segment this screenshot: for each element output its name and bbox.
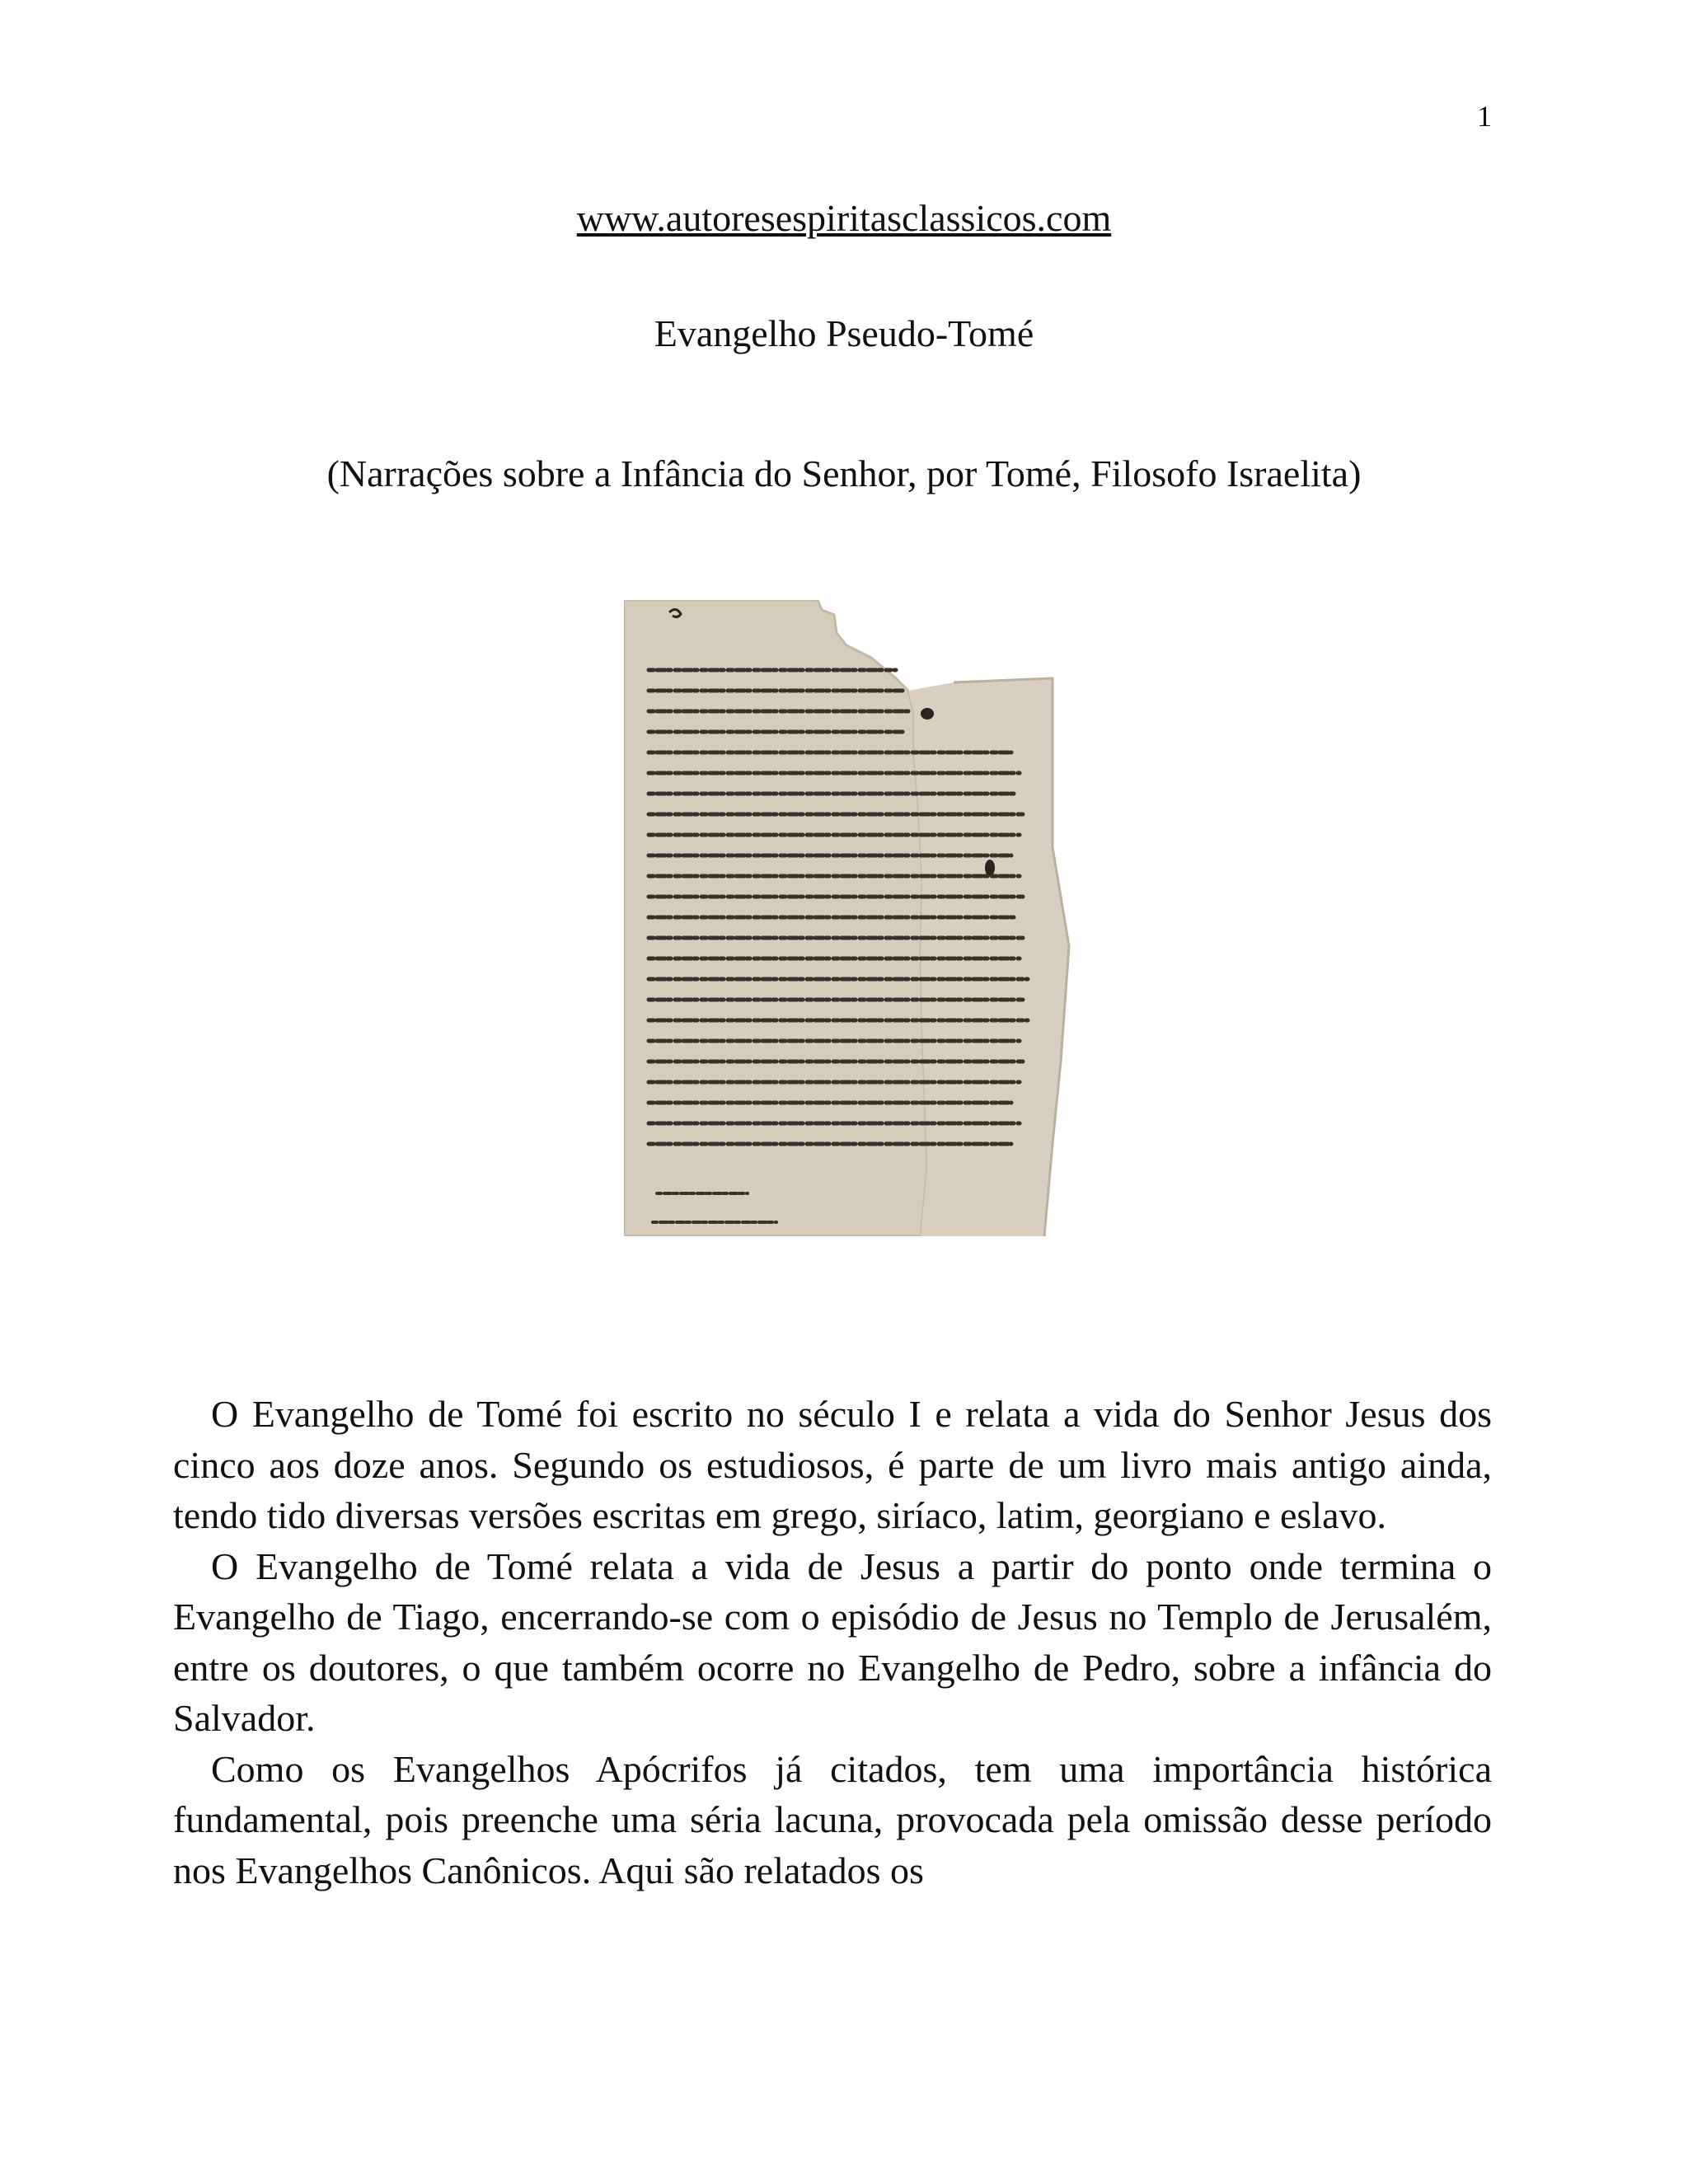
manuscript-papyrus-image [624, 600, 1077, 1236]
paragraph: O Evangelho de Tomé relata a vida de Jesus a partir do ponto onde termina o Evangelho de Tiago, encerrando-se com o episódio de Jesus no Templo de Jerusalém, entre os doutores, o que também ocorre no Evangelho de Pedro, sobre a infância do Salvador. [173, 1544, 1492, 1739]
page-number: 1 [1477, 100, 1492, 133]
document-title: Evangelho Pseudo-Tomé [654, 312, 1034, 354]
site-link[interactable]: www.autoresespiritasclassicos.com [576, 197, 1112, 239]
paragraph: O Evangelho de Tomé foi escrito no século I e relata a vida do Senhor Jesus dos cinco aos doze anos. Segundo os estudiosos, é parte de um livro mais antigo ainda, tendo tido diversas versões escritas em grego, siríaco, latim, georgiano e eslavo. [173, 1393, 1492, 1536]
document-subtitle: (Narrações sobre a Infância do Senhor, por Tomé, Filosofo Israelita) [326, 452, 1362, 494]
body-text [173, 1389, 1492, 1896]
paragraph: Como os Evangelhos Apócrifos já citados, tem uma importância histórica fundamental, pois preenche uma séria lacuna, provocada pela omissão desse período nos Evangelhos Canônicos. Aqui são relatados os [173, 1747, 1492, 1891]
